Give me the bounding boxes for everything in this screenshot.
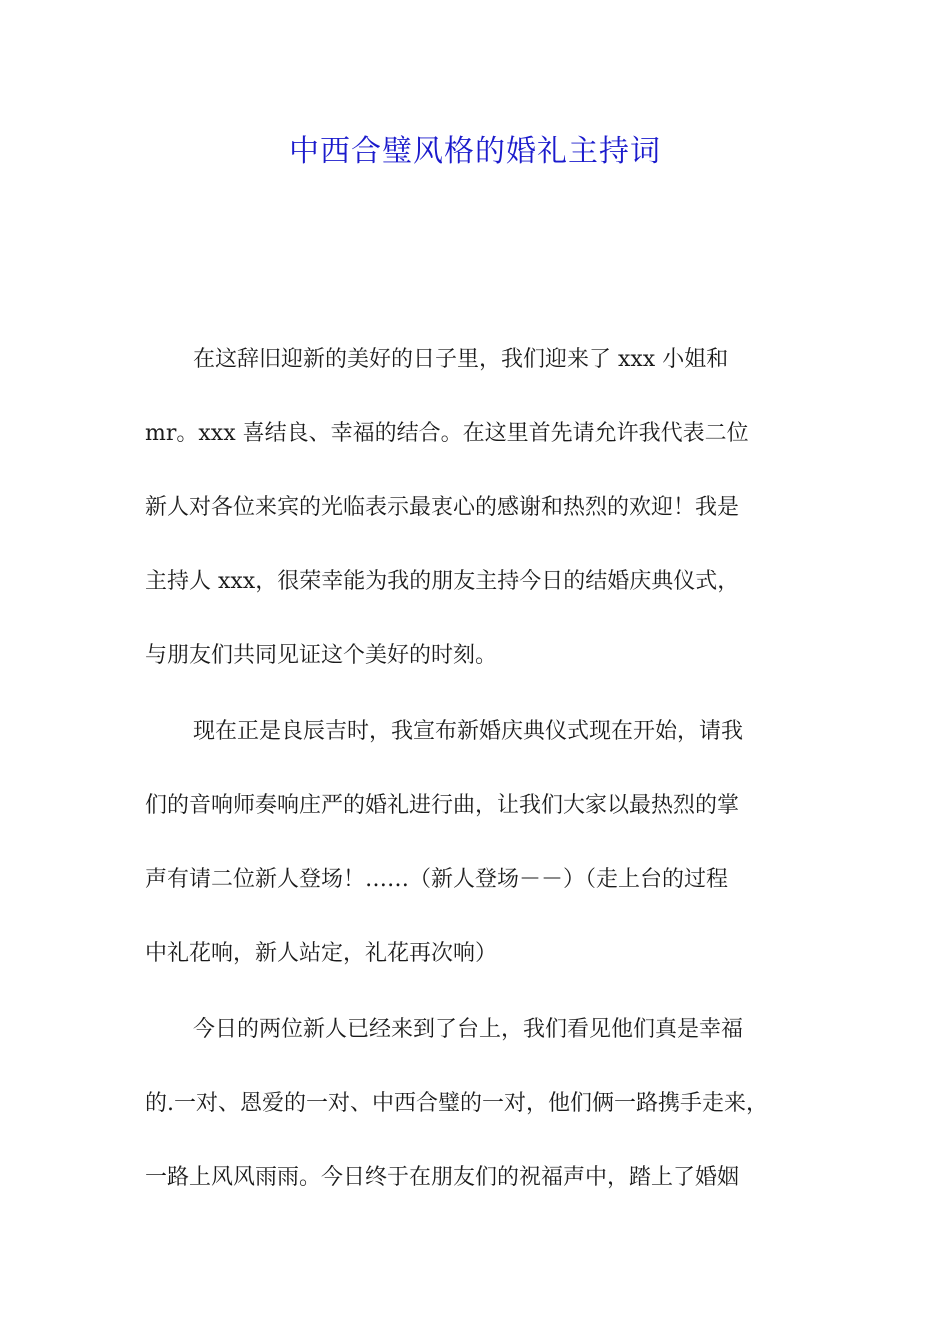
paragraph-line: 声有请二位新人登场！……（新人登场－－）（走上台的过程 xyxy=(145,867,729,892)
paragraph-line: 中礼花响，新人站定，礼花再次响） xyxy=(145,941,498,966)
paragraph-line: 在这辞旧迎新的美好的日子里，我们迎来了 xxx 小姐和 xyxy=(193,347,729,372)
paragraph-line: 们的音响师奏响庄严的婚礼进行曲，让我们大家以最热烈的掌 xyxy=(145,793,740,818)
paragraph-line: 现在正是良辰吉时，我宣布新婚庆典仪式现在开始，请我 xyxy=(193,719,744,744)
paragraph-line: 一路上风风雨雨。今日终于在朋友们的祝福声中，踏上了婚姻 xyxy=(145,1165,740,1190)
paragraph-line: 新人对各位来宾的光临表示最衷心的感谢和热烈的欢迎！我是 xyxy=(145,495,740,520)
paragraph-line: 今日的两位新人已经来到了台上，我们看见他们真是幸福 xyxy=(193,1017,744,1042)
paragraph-line: 与朋友们共同见证这个美好的时刻。 xyxy=(145,643,498,668)
paragraph-line: 的.一对、恩爱的一对、中西合璧的一对，他们俩一路携手走来， xyxy=(145,1091,768,1116)
paragraph-line: 主持人 xxx，很荣幸能为我的朋友主持今日的结婚庆典仪式， xyxy=(145,569,740,594)
paragraph-line: mr。xxx 喜结良、幸福的结合。在这里首先请允许我代表二位 xyxy=(145,421,749,446)
document-title: 中西合璧风格的婚礼主持词 xyxy=(289,134,661,169)
